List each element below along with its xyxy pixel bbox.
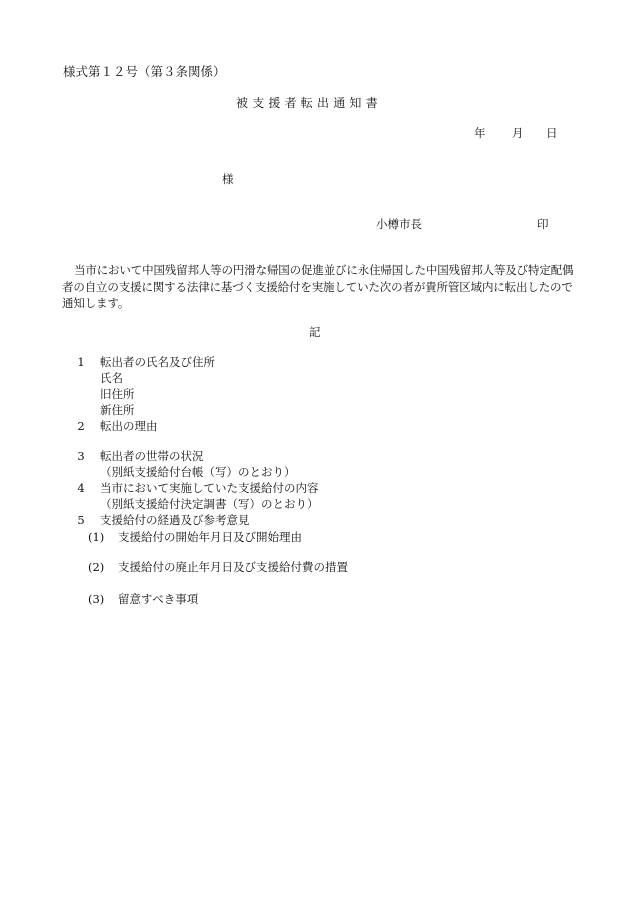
item-5-sub-2-number: (2) (88, 560, 105, 574)
item-5-sub-1-number: (1) (88, 530, 105, 544)
date-year-label: 年 (474, 126, 486, 140)
date-day-label: 日 (546, 126, 558, 140)
document-title: 被支援者転出通知書 (236, 96, 382, 110)
item-1-label: 転出者の氏名及び住所 (100, 355, 215, 369)
item-5-number: 5 (77, 513, 85, 527)
item-1-sub-old-address: 旧住所 (100, 387, 135, 401)
item-2-number: 2 (77, 419, 85, 433)
item-4-label: 当市において実施していた支援給付の内容 (100, 481, 319, 495)
record-heading: 記 (309, 325, 321, 339)
seal-mark: 印 (537, 217, 549, 231)
item-5-sub-2-label: 支援給付の廃止年月日及び支援給付費の措置 (118, 560, 348, 574)
item-3-note: （別紙支援給付台帳（写）のとおり） (100, 465, 296, 479)
date-month-label: 月 (512, 126, 524, 140)
item-5-sub-1-label: 支援給付の開始年月日及び開始理由 (118, 530, 302, 544)
form-number: 様式第１２号（第３条関係） (63, 64, 226, 79)
sender-name: 小樽市長 (376, 217, 422, 231)
item-3-label: 転出者の世帯の状況 (100, 449, 204, 463)
notice-body-text: 当市において中国残留邦人等の円滑な帰国の促進並びに永住帰国した中国残留邦人等及び特定配偶者の自立の支援に関する法律に基づく支援給付を実施していた次の者が貴所管区域内に転出したので通知します。 (62, 263, 574, 310)
item-5-label: 支援給付の経過及び参考意見 (100, 513, 250, 527)
item-2-label: 転出の理由 (100, 419, 158, 433)
item-4-number: 4 (77, 481, 85, 495)
item-1-sub-name: 氏名 (100, 371, 123, 385)
item-1-sub-new-address: 新住所 (100, 403, 135, 417)
item-4-note: （別紙支援給付決定調書（写）のとおり） (100, 497, 319, 511)
item-5-sub-3-label: 留意すべき事項 (118, 592, 199, 606)
addressee-honorific: 様 (222, 172, 234, 186)
item-1-number: 1 (77, 355, 85, 369)
item-3-number: 3 (77, 449, 85, 463)
item-5-sub-3-number: (3) (88, 592, 105, 606)
